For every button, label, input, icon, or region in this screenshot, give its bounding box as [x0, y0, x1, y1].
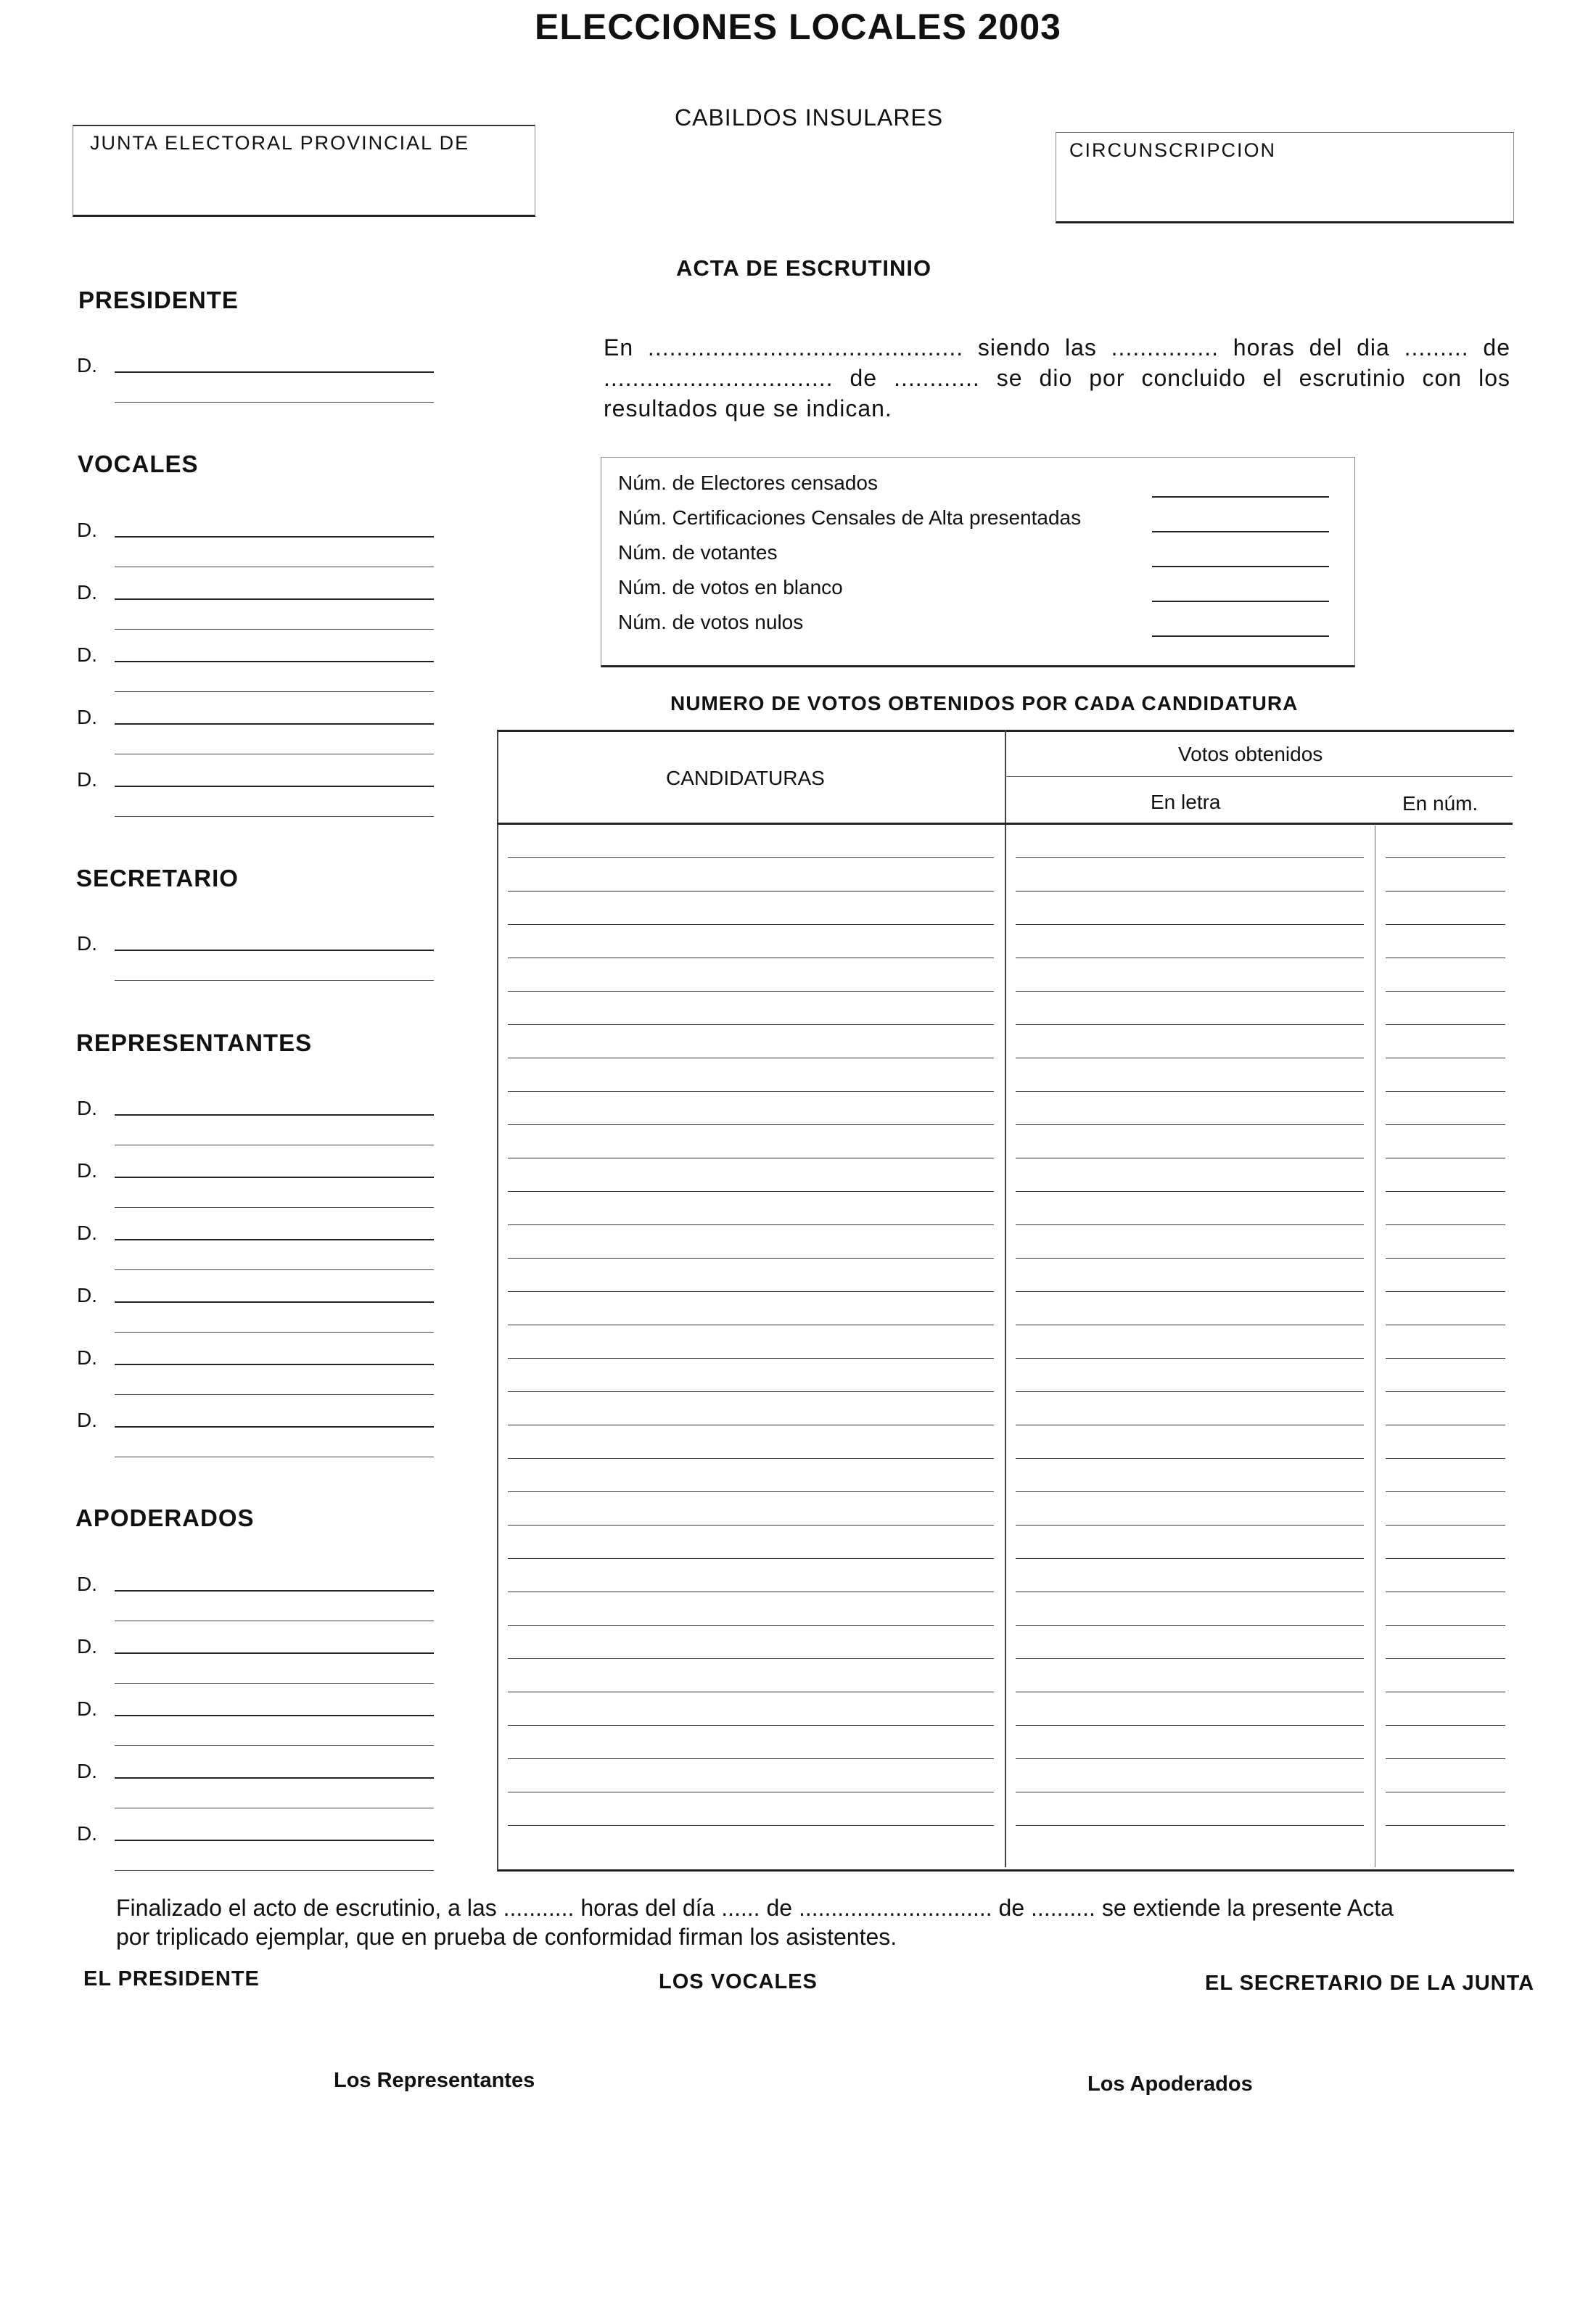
- col-votos-obtenidos: Votos obtenidos: [1178, 743, 1323, 765]
- junta-label: JUNTA ELECTORAL PROVINCIAL DE: [90, 132, 470, 154]
- votos-letra-field[interactable]: [1016, 1558, 1364, 1559]
- votos-num-field[interactable]: [1386, 891, 1505, 892]
- representante-d-label: D.: [77, 1097, 97, 1119]
- representante-d-label: D.: [77, 1409, 97, 1431]
- candidatura-field[interactable]: [508, 1758, 994, 1759]
- votos-letra-field[interactable]: [1016, 1725, 1364, 1726]
- representante-name-field-line2[interactable]: [115, 1332, 434, 1333]
- votos-letra-field[interactable]: [1016, 1825, 1364, 1826]
- votos-letra-field[interactable]: [1016, 1091, 1364, 1092]
- section-secretario: SECRETARIO: [76, 865, 239, 892]
- presidente-name-field[interactable]: [115, 371, 434, 373]
- section-representantes: REPRESENTANTES: [76, 1029, 313, 1056]
- votos-num-field[interactable]: [1386, 1725, 1505, 1726]
- circunscripcion-field[interactable]: [1063, 170, 1505, 214]
- votos-letra-field[interactable]: [1016, 857, 1364, 858]
- votos-letra-field[interactable]: [1016, 891, 1364, 892]
- page-title: ELECCIONES LOCALES 2003: [535, 7, 1061, 47]
- votos-num-field[interactable]: [1386, 857, 1505, 858]
- votos-letra-field[interactable]: [1016, 1024, 1364, 1025]
- votos-num-field[interactable]: [1386, 1191, 1505, 1192]
- votos-letra-field[interactable]: [1016, 1258, 1364, 1259]
- representante-name-field[interactable]: [115, 1301, 434, 1303]
- stat-field-votos-nulos[interactable]: [1152, 635, 1329, 637]
- vocal-d-label: D.: [77, 519, 97, 541]
- candidatura-field[interactable]: [508, 1391, 994, 1392]
- presidente-name-field-line2[interactable]: [115, 402, 434, 403]
- representante-name-field[interactable]: [115, 1426, 434, 1428]
- candidatura-field[interactable]: [508, 1825, 994, 1826]
- candidatura-field[interactable]: [508, 1291, 994, 1292]
- section-presidente: PRESIDENTE: [78, 287, 239, 313]
- votos-letra-field[interactable]: [1016, 991, 1364, 992]
- secretario-d-label: D.: [77, 932, 97, 955]
- apoderado-name-field[interactable]: [115, 1840, 434, 1841]
- intro-line-2: ................................ de ............ se dio por concluido el escrutinio con los: [604, 365, 1510, 391]
- candidatura-field[interactable]: [508, 1024, 994, 1025]
- representante-name-field[interactable]: [115, 1114, 434, 1116]
- candidatura-field[interactable]: [508, 1224, 994, 1225]
- votos-letra-field[interactable]: [1016, 1458, 1364, 1459]
- vocal-name-field[interactable]: [115, 786, 434, 787]
- signature-secretario: EL SECRETARIO DE LA JUNTA: [1205, 1972, 1535, 1995]
- candidatura-field[interactable]: [508, 1124, 994, 1125]
- votos-num-field[interactable]: [1386, 1458, 1505, 1459]
- votos-num-field[interactable]: [1386, 1024, 1505, 1025]
- representante-name-field[interactable]: [115, 1177, 434, 1178]
- stat-votantes: Núm. de votantes: [618, 541, 778, 564]
- stat-votos-nulos: Núm. de votos nulos: [618, 611, 804, 633]
- vocal-name-field-line2[interactable]: [115, 629, 434, 630]
- table-heading: NUMERO DE VOTOS OBTENIDOS POR CADA CANDIDATURA: [670, 692, 1299, 715]
- votos-num-field[interactable]: [1386, 1258, 1505, 1259]
- vocal-name-field[interactable]: [115, 598, 434, 600]
- votos-letra-field[interactable]: [1016, 1658, 1364, 1659]
- apoderado-name-field[interactable]: [115, 1715, 434, 1716]
- representante-d-label: D.: [77, 1222, 97, 1244]
- stat-field-votos-blanco[interactable]: [1152, 601, 1329, 602]
- col-candidaturas: CANDIDATURAS: [666, 767, 825, 789]
- vocal-d-label: D.: [77, 643, 97, 666]
- intro-line-1: En ............................................ siendo las ............... horas del dia ......... de: [604, 334, 1510, 361]
- cabildos-label: CABILDOS INSULARES: [675, 104, 944, 131]
- votos-letra-field[interactable]: [1016, 924, 1364, 925]
- candidatura-field[interactable]: [508, 1625, 994, 1626]
- candidatura-field[interactable]: [508, 891, 994, 892]
- intro-paragraph: [604, 332, 1510, 424]
- apoderado-name-field[interactable]: [115, 1777, 434, 1779]
- apoderado-d-label: D.: [77, 1635, 97, 1658]
- votos-num-field[interactable]: [1386, 1124, 1505, 1125]
- votos-num-field[interactable]: [1386, 1558, 1505, 1559]
- vocal-d-label: D.: [77, 581, 97, 604]
- votos-num-field[interactable]: [1386, 1525, 1505, 1526]
- vocal-d-label: D.: [77, 768, 97, 791]
- votos-num-field[interactable]: [1386, 991, 1505, 992]
- votos-num-field[interactable]: [1386, 924, 1505, 925]
- votos-letra-field[interactable]: [1016, 1291, 1364, 1292]
- vocal-name-field[interactable]: [115, 661, 434, 662]
- stat-votos-blanco: Núm. de votos en blanco: [618, 576, 843, 598]
- candidatura-field[interactable]: [508, 1491, 994, 1492]
- apoderado-d-label: D.: [77, 1697, 97, 1720]
- representante-name-field[interactable]: [115, 1364, 434, 1365]
- signature-apoderados: Los Apoderados: [1087, 2072, 1253, 2096]
- presidente-d-label: D.: [77, 354, 97, 376]
- candidatura-field[interactable]: [508, 857, 994, 858]
- votos-letra-field[interactable]: [1016, 1758, 1364, 1759]
- votos-letra-field[interactable]: [1016, 1224, 1364, 1225]
- vocal-name-field[interactable]: [115, 723, 434, 725]
- votos-letra-field[interactable]: [1016, 1391, 1364, 1392]
- circunscripcion-label: CIRCUNSCRIPCION: [1069, 139, 1277, 161]
- candidatura-field[interactable]: [508, 1525, 994, 1526]
- section-apoderados: APODERADOS: [75, 1504, 255, 1531]
- representante-name-field-line2[interactable]: [115, 1394, 434, 1395]
- stat-field-electores[interactable]: [1152, 496, 1329, 498]
- apoderado-name-field-line2[interactable]: [115, 1745, 434, 1746]
- votos-num-field[interactable]: [1386, 1758, 1505, 1759]
- votos-num-field[interactable]: [1386, 1491, 1505, 1492]
- candidatura-field[interactable]: [508, 1358, 994, 1359]
- representante-d-label: D.: [77, 1346, 97, 1369]
- acta-title: ACTA DE ESCRUTINIO: [676, 255, 932, 281]
- table-divider-main: [1005, 730, 1006, 1867]
- apoderado-d-label: D.: [77, 1822, 97, 1845]
- votos-num-field[interactable]: [1386, 1625, 1505, 1626]
- votos-letra-field[interactable]: [1016, 1525, 1364, 1526]
- signature-vocales: LOS VOCALES: [659, 1970, 818, 1993]
- votos-letra-field[interactable]: [1016, 1358, 1364, 1359]
- representante-d-label: D.: [77, 1159, 97, 1182]
- representante-d-label: D.: [77, 1284, 97, 1306]
- votos-num-field[interactable]: [1386, 1825, 1505, 1826]
- apoderado-d-label: D.: [77, 1573, 97, 1595]
- stat-field-votantes[interactable]: [1152, 566, 1329, 567]
- apoderado-name-field[interactable]: [115, 1590, 434, 1592]
- candidatura-field[interactable]: [508, 991, 994, 992]
- candidatura-field[interactable]: [508, 1458, 994, 1459]
- vocal-name-field-line2[interactable]: [115, 691, 434, 692]
- signature-presidente: EL PRESIDENTE: [83, 1967, 260, 1990]
- junta-field[interactable]: [80, 163, 527, 207]
- apoderado-name-field[interactable]: [115, 1652, 434, 1654]
- votos-letra-field[interactable]: [1016, 1124, 1364, 1125]
- representante-name-field-line2[interactable]: [115, 1207, 434, 1208]
- vocal-name-field[interactable]: [115, 536, 434, 538]
- apoderado-name-field-line2[interactable]: [115, 1683, 434, 1684]
- footer-paragraph: [116, 1893, 1509, 1951]
- candidatura-field[interactable]: [508, 1558, 994, 1559]
- footer-line-2: por triplicado ejemplar, que en prueba de conformidad firman los asistentes.: [116, 1924, 897, 1950]
- votos-num-field[interactable]: [1386, 1091, 1505, 1092]
- secretario-name-field[interactable]: [115, 950, 434, 951]
- table-subheader-rule: [1005, 776, 1513, 777]
- votos-num-field[interactable]: [1386, 1658, 1505, 1659]
- apoderado-d-label: D.: [77, 1760, 97, 1782]
- candidatura-field[interactable]: [508, 1658, 994, 1659]
- section-vocales: VOCALES: [78, 450, 199, 477]
- votos-letra-field[interactable]: [1016, 1491, 1364, 1492]
- stat-electores: Núm. de Electores censados: [618, 472, 878, 494]
- signature-representantes: Los Representantes: [334, 2069, 535, 2092]
- votos-num-field[interactable]: [1386, 1291, 1505, 1292]
- col-en-letra: En letra: [1151, 791, 1221, 813]
- votos-letra-field[interactable]: [1016, 1625, 1364, 1626]
- apoderado-name-field-line2[interactable]: [115, 1870, 434, 1871]
- stat-certificaciones: Núm. Certificaciones Censales de Alta presentadas: [618, 506, 1082, 529]
- footer-line-1: Finalizado el acto de escrutinio, a las ........... horas del día ...... de .............................. de .......... se extiende la presente Acta: [116, 1895, 1394, 1921]
- candidatura-field[interactable]: [508, 1725, 994, 1726]
- candidatura-field[interactable]: [508, 924, 994, 925]
- candidatura-field[interactable]: [508, 1258, 994, 1259]
- representante-name-field[interactable]: [115, 1239, 434, 1240]
- stat-field-certificaciones[interactable]: [1152, 531, 1329, 532]
- votos-num-field[interactable]: [1386, 1224, 1505, 1225]
- candidatura-field[interactable]: [508, 1091, 994, 1092]
- col-en-num: En núm.: [1402, 792, 1478, 815]
- intro-line-3: resultados que se indican.: [604, 395, 892, 421]
- votos-num-field[interactable]: [1386, 1391, 1505, 1392]
- secretario-name-field-line2[interactable]: [115, 980, 434, 981]
- votos-letra-field[interactable]: [1016, 1191, 1364, 1192]
- representante-name-field-line2[interactable]: [115, 1269, 434, 1270]
- candidatura-field[interactable]: [508, 1191, 994, 1192]
- vocal-name-field-line2[interactable]: [115, 816, 434, 817]
- vocal-d-label: D.: [77, 706, 97, 728]
- table-header-rule: [497, 823, 1513, 825]
- votos-num-field[interactable]: [1386, 1358, 1505, 1359]
